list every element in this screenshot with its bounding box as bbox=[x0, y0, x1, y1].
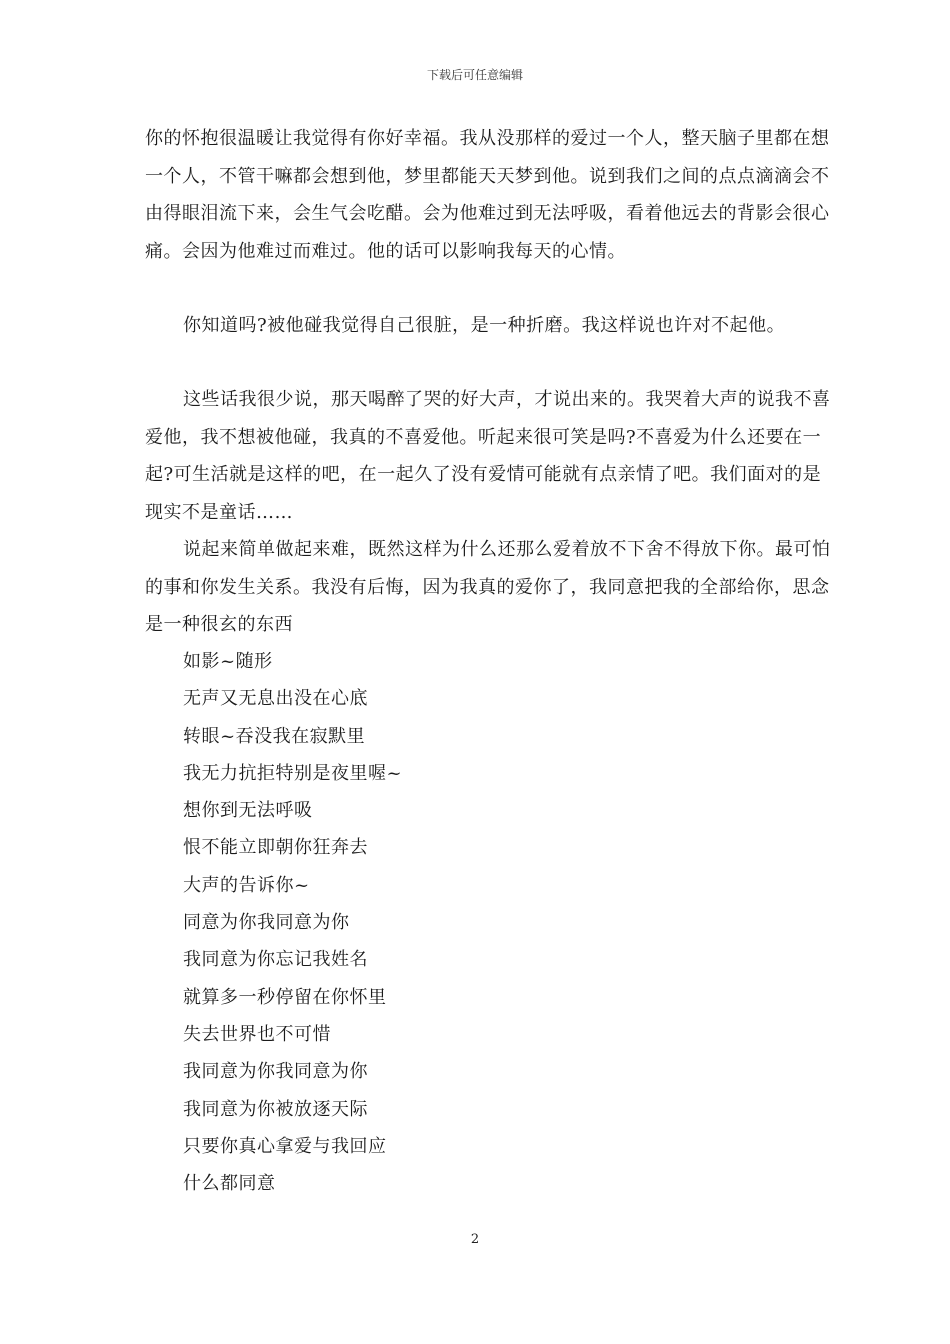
page-number: 2 bbox=[470, 1232, 480, 1247]
lyric-line: 想你到无法呼吸 bbox=[183, 800, 313, 822]
lyric-line: 我无力抗拒特别是夜里喔~ bbox=[183, 762, 403, 784]
paragraph-2: 你知道吗?被他碰我觉得自己很脏，是一种折磨。我这样说也许对不起他。 bbox=[183, 315, 786, 336]
lyric-line: 我同意为你我同意为你 bbox=[183, 1061, 368, 1083]
paragraph-4: 说起来简单做起来难，既然这样为什么还那么爱着放不下舍不得放下你。最可怕的事和你发生关系。我没有后悔，因为我真的爱你了，我同意把我的全部给你，思念是一种很玄的东西 bbox=[145, 539, 831, 635]
lyric-line: 如影~随形 bbox=[183, 651, 273, 672]
paragraph-1: 你的怀抱很温暖让我觉得有你好幸福。我从没那样的爱过一个人，整天脑子里都在想一个人，不管干嘛都会想到他，梦里都能天天梦到他。说到我们之间的点点滴滴会不由得眼泪流下来，会生气会吃醋。会为他难过到无法呼吸，看着他远去的背影会很心痛。会因为他难过而难过。他的话可以影响我每天的心情。 bbox=[145, 128, 830, 262]
lyrics-block bbox=[183, 643, 783, 1202]
lyric-line: 恨不能立即朝你狂奔去 bbox=[183, 837, 368, 859]
lyric-line: 什么都同意 bbox=[183, 1173, 276, 1195]
page-header: 下载后可任意编辑 bbox=[426, 68, 523, 82]
lyric-line: 大声的告诉你~ bbox=[183, 874, 310, 896]
lyric-line: 转眼~吞没我在寂默里 bbox=[183, 725, 366, 747]
lyric-line: 无声又无息出没在心底 bbox=[183, 688, 368, 710]
lyric-line: 同意为你我同意为你 bbox=[183, 912, 350, 934]
lyric-line: 我同意为你忘记我姓名 bbox=[183, 949, 368, 971]
lyric-line: 就算多一秒停留在你怀里 bbox=[183, 986, 387, 1008]
lyric-line: 我同意为你被放逐天际 bbox=[183, 1098, 368, 1120]
lyric-line: 失去世界也不可惜 bbox=[183, 1023, 331, 1045]
paragraph-3: 这些话我很少说，那天喝醉了哭的好大声，才说出来的。我哭着大声的说我不喜爱他，我不想被他碰，我真的不喜爱他。听起来很可笑是吗?不喜爱为什么还要在一起?可生活就是这样的吧，在一起久了没有爱情可能就有点亲情了吧。我们面对的是现实不是童话…… bbox=[145, 389, 831, 523]
lyric-line: 只要你真心拿爱与我回应 bbox=[183, 1135, 387, 1157]
